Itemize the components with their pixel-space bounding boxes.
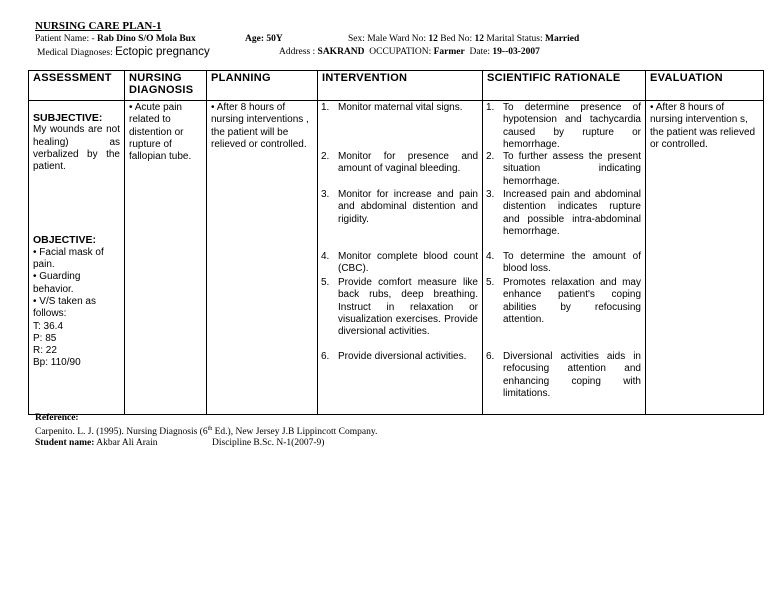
date-label: Date: bbox=[469, 47, 491, 57]
col-assessment: ASSESSMENT bbox=[29, 71, 125, 101]
objective-item: • Facial mask of pain. bbox=[33, 246, 104, 271]
vital-blood-pressure: Bp: 110/90 bbox=[33, 357, 81, 369]
col-scientific-rationale: SCIENTIFIC RATIONALE bbox=[483, 71, 646, 101]
assessment-cell bbox=[29, 101, 125, 415]
objective-item: • Guarding behavior. bbox=[33, 271, 81, 295]
age-line bbox=[245, 34, 283, 44]
list-item: 3. Monitor for increase and pain and abdominal distention and rigidity. bbox=[321, 189, 478, 225]
list-item: 5. Provide comfort measure like back rubs, deep breathing. Instruct in relaxation or visualization exercises. Provide diversional activities. bbox=[321, 277, 478, 338]
planning-cell bbox=[207, 101, 318, 415]
evaluation-text: • After 8 hours of nursing intervention s, the patient was relieved or controlled. bbox=[650, 102, 756, 150]
objective-title: OBJECTIVE: bbox=[33, 234, 97, 247]
col-nursing-diagnosis: NURSING DIAGNOSIS bbox=[125, 71, 207, 101]
student-line bbox=[35, 438, 157, 448]
occupation-label: OCCUPATION: bbox=[369, 47, 432, 57]
list-item: 5. Promotes relaxation and may enhance patient's coping abilities by refocusing attention. bbox=[486, 277, 641, 325]
bed: 12 bbox=[474, 34, 485, 44]
list-item: 2. To further assess the present situation indicating hemorrhage. bbox=[486, 151, 641, 187]
occupation: Farmer bbox=[433, 47, 465, 57]
rationale-cell bbox=[483, 101, 646, 415]
address-line bbox=[279, 47, 540, 57]
sex: Male bbox=[367, 34, 387, 44]
sex-label: Sex: bbox=[348, 34, 365, 44]
age-label: Age: bbox=[245, 34, 264, 44]
ward: 12 bbox=[428, 34, 438, 44]
reference-citation bbox=[35, 426, 377, 437]
diagnoses-value: Ectopic pregnancy bbox=[115, 46, 210, 58]
list-item: 4. To determine the amount of blood loss. bbox=[486, 251, 641, 275]
list-item: 1. Monitor maternal vital signs. bbox=[321, 102, 463, 113]
evaluation-cell bbox=[646, 101, 764, 415]
nursing-diagnosis-text: • Acute pain related to distention or rupture of fallopian tube. bbox=[129, 102, 192, 163]
col-planning: PLANNING bbox=[207, 71, 318, 101]
vital-temperature: T: 36.4 bbox=[33, 320, 64, 332]
diagnoses-line bbox=[37, 46, 210, 58]
list-item: 1. To determine presence of hypotension and tachycardia caused by rupture or hemorrhage. bbox=[486, 102, 641, 150]
student-label: Student name: bbox=[35, 438, 95, 448]
list-item: 3. Increased pain and abdominal distention indicates rupture and possible intra-abdominal hemorrhage. bbox=[486, 189, 641, 237]
table-row bbox=[29, 101, 764, 415]
vital-respiration: R: 22 bbox=[33, 345, 57, 357]
sex-ward-bed-marital-line bbox=[348, 34, 579, 44]
objective-item: • V/S taken as follows: bbox=[33, 295, 96, 320]
patient-name-label: Patient Name: - bbox=[35, 34, 95, 44]
marital-status: Married bbox=[545, 34, 580, 44]
list-item: 4. Monitor complete blood count (CBC). bbox=[321, 251, 478, 275]
ward-label: Ward No: bbox=[389, 34, 426, 44]
address: SAKRAND bbox=[317, 47, 365, 57]
reference-title: Reference: bbox=[35, 413, 79, 423]
intervention-cell bbox=[318, 101, 483, 415]
reference-pre: Carpenito. L. J. (1995). Nursing Diagnosis (6 bbox=[35, 427, 208, 438]
care-plan-table bbox=[28, 70, 764, 415]
col-intervention: INTERVENTION bbox=[318, 71, 483, 101]
nursing-diagnosis-cell bbox=[125, 101, 207, 415]
patient-name: Rab Dino S/O Mola Bux bbox=[97, 34, 196, 44]
bed-label: Bed No: bbox=[440, 34, 473, 44]
table-header-row bbox=[29, 71, 764, 101]
diagnoses-label: Medical Diagnoses: bbox=[37, 48, 113, 58]
planning-text: • After 8 hours of nursing interventions , the patient will be relieved or controlled. bbox=[211, 102, 309, 150]
reference-post: Ed.), New Jersey J.B Lippincott Company. bbox=[212, 427, 378, 438]
discipline: Discipline B.Sc. N-1(2007-9) bbox=[212, 438, 325, 448]
col-evaluation: EVALUATION bbox=[646, 71, 764, 101]
subjective-title: SUBJECTIVE: bbox=[33, 112, 103, 124]
list-item: 2. Monitor for presence and amount of vaginal bleeding. bbox=[321, 151, 478, 175]
date: 19--03-2007 bbox=[492, 47, 540, 57]
patient-name-line bbox=[35, 34, 196, 44]
page-title: NURSING CARE PLAN-1 bbox=[35, 20, 162, 32]
age: 50Y bbox=[266, 34, 283, 44]
marital-label: Marital Status: bbox=[486, 34, 543, 44]
address-label: Address : bbox=[279, 47, 316, 57]
reference-sup: th bbox=[207, 426, 213, 432]
vital-pulse: P: 85 bbox=[33, 332, 57, 344]
student-name: Akbar Ali Arain bbox=[96, 438, 158, 448]
subjective-text: My wounds are not healing) as verbalized by the patient. bbox=[33, 124, 120, 173]
list-item: 6. Provide diversional activities. bbox=[321, 351, 467, 362]
list-item: 6. Diversional activities aids in refocusing attention and enhancing coping with limitations. bbox=[486, 351, 641, 399]
